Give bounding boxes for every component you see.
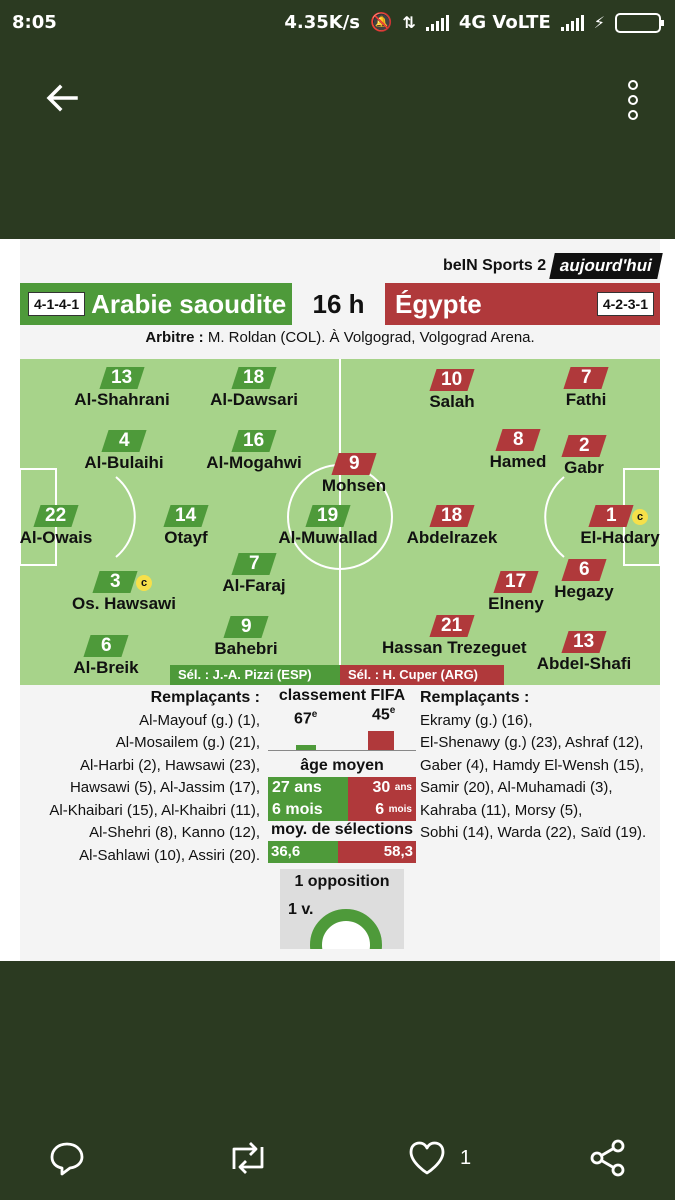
- away-substitutes: [420, 687, 660, 845]
- player-away-7: 1 c El-Hadary: [580, 505, 660, 547]
- app-bar: [0, 48, 675, 158]
- fifa-away-rank: 45e: [372, 705, 396, 724]
- retweet-button[interactable]: [226, 1138, 270, 1178]
- comparison-stats: [268, 687, 416, 949]
- lineup-image[interactable]: [0, 239, 675, 961]
- fifa-baseline: [268, 750, 416, 751]
- fifa-ranking: [268, 705, 416, 757]
- sub-line: Sobhi (14), Warda (22), Saïd (19).: [420, 824, 647, 841]
- status-bar: [0, 0, 675, 48]
- player-away-1: 10 Salah: [429, 369, 475, 411]
- fifa-away-bar: [368, 731, 394, 751]
- sub-line: Hawsawi (5), Al-Jassim (17),: [69, 779, 260, 796]
- signal-icon-2: [561, 15, 584, 31]
- player-home-11: 6 Al-Breik: [73, 635, 139, 677]
- caps-away: 58,3: [338, 841, 416, 863]
- player-home-6: 14 Otayf: [164, 505, 208, 547]
- referee-line: [20, 329, 660, 346]
- player-home-9: 3 c Os. Hawsawi: [72, 571, 176, 613]
- sub-line: El-Shenawy (g.) (23), Ashraf (12),: [420, 734, 644, 751]
- referee-label: Arbitre :: [145, 329, 204, 346]
- opposition-result: 1 v.: [288, 901, 314, 918]
- player-home-10: 9 Bahebri: [214, 616, 278, 658]
- sub-line: Gaber (4), Hamdy El-Wensh (15),: [420, 756, 644, 774]
- home-formation: 4-1-4-1: [28, 292, 85, 316]
- network-speed: 4.35K/s: [284, 12, 360, 33]
- opposition-title: 1 opposition: [294, 873, 390, 890]
- more-options-icon[interactable]: [621, 76, 645, 124]
- sub-line: Al-Sahlawi (10), Assiri (20).: [79, 846, 260, 864]
- average-age: [268, 777, 416, 821]
- player-away-2: 7 Fathi: [516, 367, 656, 410]
- player-away-9: 6 Hegazy: [554, 559, 614, 601]
- sub-line: Al-Mosailem (g.) (21),: [115, 734, 260, 751]
- reply-button[interactable]: [48, 1138, 86, 1178]
- age-home: 27 ans 6 mois: [268, 777, 348, 821]
- battery-icon: [615, 13, 661, 33]
- like-button[interactable]: [408, 1138, 471, 1178]
- away-team-header: [385, 283, 660, 325]
- captain-badge: c: [632, 509, 648, 525]
- player-home-2: 18 Al-Dawsari: [210, 367, 298, 409]
- share-icon: [588, 1138, 628, 1178]
- match-header: [20, 283, 660, 325]
- channel-name: beIN Sports 2: [442, 257, 547, 274]
- player-home-7: 19 Al-Muwallad: [278, 505, 378, 547]
- home-team-name: Arabie saoudite: [91, 288, 287, 319]
- sub-line: Al-Harbi (2), Hawsawi (23),: [79, 756, 260, 774]
- away-coach: Sél. : H. Cuper (ARG): [340, 665, 504, 685]
- player-home-8: 7 Al-Faraj: [222, 553, 286, 595]
- player-away-5: 2 Gabr: [514, 435, 654, 478]
- head-to-head-donut: [310, 909, 382, 949]
- player-home-5: 22 Al-Owais: [20, 505, 93, 547]
- player-away-4: 8 Hamed: [489, 429, 547, 471]
- charging-icon: ⚡: [593, 13, 605, 32]
- retweet-icon: [226, 1139, 270, 1177]
- home-subs-title: Remplaçants :: [150, 689, 260, 706]
- player-home-4: 16 Al-Mogahwi: [206, 430, 302, 472]
- sub-line: Al-Mayouf (g.) (1),: [139, 711, 260, 729]
- away-team-name: Égypte: [395, 288, 482, 319]
- home-coach: Sél. : J.-A. Pizzi (ESP): [170, 665, 340, 685]
- captain-badge: c: [136, 575, 152, 591]
- lineup-graphic: [20, 239, 660, 961]
- network-type: 4G VoLTE: [458, 12, 551, 33]
- heart-icon: [408, 1140, 446, 1176]
- mute-icon: 🔕: [369, 12, 393, 33]
- date-badge: aujourd'hui: [549, 253, 662, 279]
- data-arrows-icon: ⇅: [402, 13, 416, 32]
- signal-icon: [426, 15, 449, 31]
- sub-line: Al-Shehri (8), Kanno (12),: [89, 824, 260, 841]
- sub-line: Kahraba (11), Morsy (5),: [420, 801, 583, 819]
- away-subs-title: Remplaçants :: [420, 689, 530, 706]
- player-home-1: 13 Al-Shahrani: [74, 367, 170, 409]
- like-count: 1: [460, 1146, 472, 1169]
- share-button[interactable]: [588, 1138, 628, 1178]
- broadcast-info: [443, 253, 660, 279]
- tweet-actions: [0, 1128, 675, 1188]
- player-away-11: 13 Abdel-Shafi: [536, 631, 632, 673]
- player-away-6: 18 Abdelrazek: [406, 505, 498, 547]
- home-team-header: [20, 283, 292, 325]
- caps-home: 36,6: [268, 841, 338, 863]
- age-away: 30 $^{ans}$ 6 $^{mois}$: [348, 777, 416, 821]
- fifa-home-rank: 67e: [294, 709, 318, 728]
- referee-text: M. Roldan (COL). À Volgograd, Volgograd Arena.: [203, 329, 535, 346]
- sub-line: Al-Khaibari (15), Al-Khaibri (11),: [49, 801, 260, 819]
- player-home-3: 4 Al-Bulaihi: [84, 430, 164, 472]
- kickoff-time: 16 h: [312, 289, 365, 319]
- head-to-head: [280, 869, 404, 949]
- home-substitutes: [20, 687, 260, 867]
- away-formation: 4-2-3-1: [597, 292, 654, 316]
- sub-line: Ekramy (g.) (16),: [420, 711, 533, 729]
- pitch: [20, 359, 660, 685]
- player-away-3: 9 Mohsen: [321, 453, 387, 495]
- reply-icon: [48, 1139, 86, 1177]
- average-caps: [268, 841, 416, 863]
- player-away-8: 17 Elneny: [488, 571, 544, 613]
- player-away-10: 21 Hassan Trezeguet: [382, 615, 527, 657]
- back-arrow-icon[interactable]: [38, 78, 86, 126]
- sub-line: Samir (20), Al-Muhamadi (3),: [420, 779, 613, 796]
- fifa-title: classement FIFA: [278, 687, 406, 704]
- caps-title: moy. de sélections: [271, 821, 413, 838]
- age-title: âge moyen: [300, 757, 384, 774]
- clock: 8:05: [12, 12, 57, 33]
